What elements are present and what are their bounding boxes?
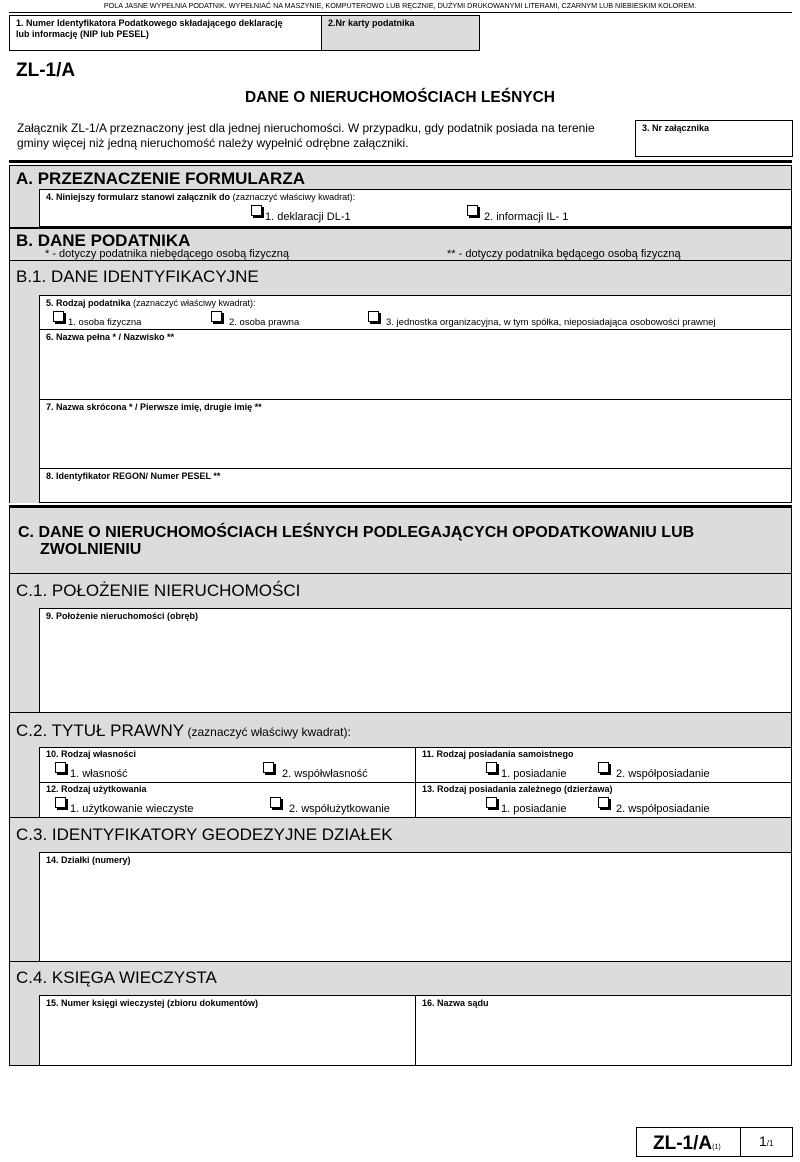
- checkbox-ownership[interactable]: [55, 762, 66, 773]
- section-b-title: B. DANE PODATNIKA: [16, 231, 191, 250]
- nip-field[interactable]: [9, 15, 322, 51]
- checkbox-lease-co-possession[interactable]: [598, 797, 609, 808]
- footer-pages: /1: [766, 1139, 774, 1148]
- checkbox-il1[interactable]: [467, 205, 478, 216]
- footer-version: (1): [712, 1144, 721, 1151]
- top-notice-rule: [9, 12, 792, 13]
- ownership-type-label: 10. Rodzaj własności: [46, 749, 137, 759]
- c3-title: C.3. IDENTYFIKATORY GEODEZYJNE DZIAŁEK: [16, 825, 393, 844]
- attachment-number-field[interactable]: [635, 120, 793, 157]
- option-lease-possession-label: 1. posiadanie: [501, 803, 567, 815]
- option-organization-label: 3. jednostka organizacyjna, w tym spółka, nieposiadająca osobowości prawnej: [386, 317, 716, 328]
- checkbox-legal-person[interactable]: [211, 311, 222, 322]
- option-perpetual-usufruct-label: 1. użytkowanie wieczyste: [70, 803, 194, 815]
- c4-gutter: [9, 995, 39, 1066]
- checkbox-dl1[interactable]: [251, 205, 262, 216]
- footer-code: ZL-1/A: [653, 1133, 713, 1154]
- section-c-title-line2: ZWOLNIENIU: [40, 541, 142, 558]
- checkbox-perpetual-usufruct[interactable]: [55, 797, 66, 808]
- c2-title-text: C.2. TYTUŁ PRAWNY: [16, 721, 185, 740]
- checkbox-natural-person[interactable]: [53, 311, 64, 322]
- b1-top-rule: [9, 260, 792, 261]
- c4-title: C.4. KSIĘGA WIECZYSTA: [16, 968, 217, 987]
- field4-box: [39, 189, 792, 227]
- full-name-field[interactable]: [39, 329, 792, 400]
- c3-gutter: [9, 852, 39, 962]
- option-dl1-label: 1. deklaracji DL-1: [265, 211, 351, 223]
- c2-gutter: [9, 748, 39, 818]
- court-name-field[interactable]: [415, 995, 792, 1066]
- footer-box: [636, 1127, 793, 1157]
- regon-pesel-label: 8. Identyfikator REGON/ Numer PESEL **: [46, 471, 221, 481]
- footer-form-code: [653, 1133, 721, 1155]
- b1-title: B.1. DANE IDENTYFIKACYJNE: [16, 267, 259, 286]
- c1-title: C.1. POŁOŻENIE NIERUCHOMOŚCI: [16, 581, 301, 600]
- nip-field-label: 1. Numer Identyfikatora Podatkowego składającego deklarację lub informację (NIP lub PESEL): [16, 18, 283, 39]
- option-co-usage-label: 2. współużytkowanie: [289, 803, 390, 815]
- full-name-label: 6. Nazwa pełna * / Nazwisko **: [46, 332, 175, 342]
- c2-title: [16, 721, 351, 741]
- option-il1-label: 2. informacji IL- 1: [484, 211, 569, 223]
- checkbox-possession[interactable]: [486, 762, 497, 773]
- parcels-field[interactable]: [39, 852, 792, 962]
- c1-top-rule: [9, 573, 792, 574]
- option-legal-person-label: 2. osoba prawna: [229, 317, 300, 328]
- field5-label: 5. Rodzaj podatnika (zaznaczyć właściwy kwadrat):: [46, 298, 256, 308]
- page-title: DANE O NIERUCHOMOŚCIACH LEŚNYCH: [244, 89, 555, 106]
- parcels-label: 14. Działki (numery): [46, 855, 131, 865]
- checkbox-organization[interactable]: [368, 311, 379, 322]
- section-b-note2: ** - dotyczy podatnika będącego osobą fizyczną: [447, 248, 681, 260]
- section-b-gutter: [9, 295, 39, 503]
- field4-label: 4. Niniejszy formularz stanowi załącznik do (zaznaczyć właściwy kwadrat):: [46, 192, 356, 202]
- option-co-ownership-label: 2. współwłasność: [282, 768, 368, 780]
- land-register-label: 15. Numer księgi wieczystej (zbioru dokumentów): [46, 998, 259, 1008]
- option-lease-co-possession-label: 2. współposiadanie: [616, 803, 710, 815]
- location-label: 9. Położenie nieruchomości (obręb): [46, 611, 199, 621]
- taxpayer-card-field: [321, 15, 480, 51]
- short-name-label: 7. Nazwa skrócona * / Pierwsze imię, drugie imię **: [46, 402, 262, 412]
- section-a-title: A. PRZEZNACZENIE FORMULARZA: [16, 169, 305, 188]
- land-register-field[interactable]: [39, 995, 416, 1066]
- checkbox-co-possession[interactable]: [598, 762, 609, 773]
- taxpayer-card-label: 2.Nr karty podatnika: [328, 18, 415, 28]
- footer-divider: [740, 1128, 741, 1156]
- checkbox-lease-possession[interactable]: [486, 797, 497, 808]
- c2-title-hint: (zaznaczyć właściwy kwadrat):: [184, 725, 351, 739]
- top-notice: POLA JASNE WYPEŁNIA PODATNIK. WYPEŁNIAĆ NA MASZYNIE, KOMPUTEROWO LUB RĘCZNIE, DUŻYMI DRUKOWANYMI LITERAMI, CZARNYM LUB NIEBIESKIM KOLOREM.: [103, 1, 697, 10]
- section-b-note1: * - dotyczy podatnika niebędącego osobą fizyczną: [45, 248, 289, 260]
- option-co-possession-label: 2. współposiadanie: [616, 768, 710, 780]
- dependent-possession-label: 13. Rodzaj posiadania zależnego (dzierżawa): [422, 784, 613, 794]
- independent-possession-label: 11. Rodzaj posiadania samoistnego: [422, 749, 574, 759]
- usage-type-label: 12. Rodzaj użytkowania: [46, 784, 147, 794]
- checkbox-co-ownership[interactable]: [263, 762, 274, 773]
- section-c-title-line1: C. DANE O NIERUCHOMOŚCIACH LEŚNYCH PODLEGAJĄCYCH OPODATKOWANIU LUB: [18, 524, 695, 541]
- footer-page-number: [759, 1133, 773, 1151]
- attachment-number-label: 3. Nr załącznika: [642, 123, 710, 133]
- c1-gutter: [9, 608, 39, 713]
- option-ownership-label: 1. własność: [70, 768, 128, 780]
- regon-pesel-field[interactable]: [39, 468, 792, 503]
- footer-page: 1: [759, 1133, 767, 1149]
- option-possession-label: 1. posiadanie: [501, 768, 567, 780]
- short-name-field[interactable]: [39, 399, 792, 469]
- checkbox-co-usage[interactable]: [270, 797, 281, 808]
- court-name-label: 16. Nazwa sądu: [422, 998, 489, 1008]
- section-a-top-rule: [9, 160, 792, 163]
- location-field[interactable]: [39, 608, 792, 713]
- option-natural-person-label: 1. osoba fizyczna: [68, 317, 142, 328]
- form-code: ZL-1/A: [16, 60, 76, 81]
- intro-text: Załącznik ZL-1/A przeznaczony jest dla jednej nieruchomości. W przypadku, gdy podatnik posiada na terenie gminy więcej niż jedną nieruchomość należy wypełnić odrębne załączniki.: [17, 121, 595, 150]
